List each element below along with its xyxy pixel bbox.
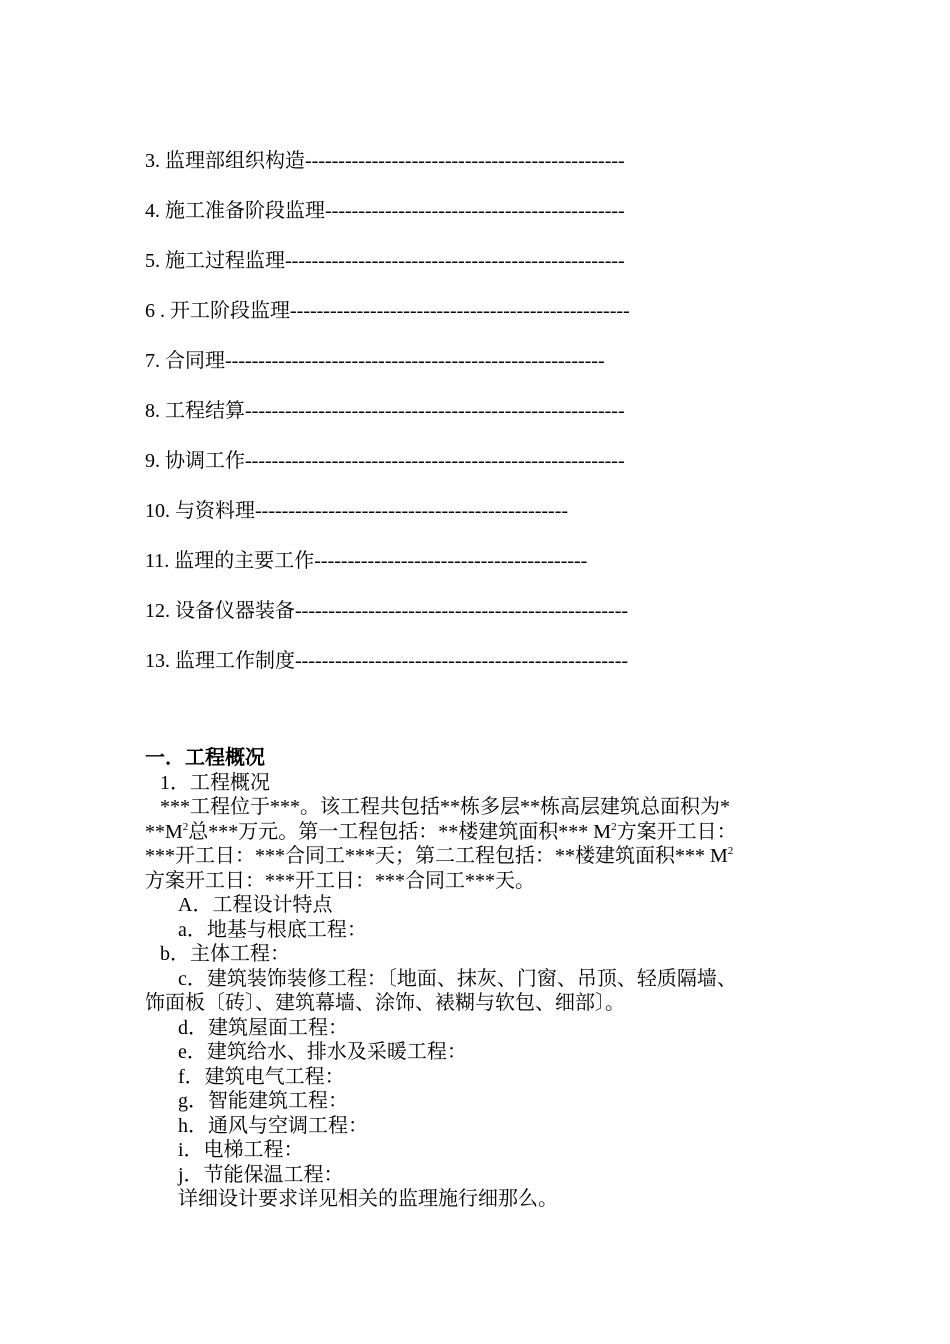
- toc-leader: ---------------------------------------------------------: [225, 350, 605, 372]
- toc-entry: [145, 447, 865, 497]
- toc-leader: ---------------------------------------------: [325, 200, 625, 222]
- toc-label: 4. 施工准备阶段监理: [145, 200, 325, 222]
- toc-label: 7. 合同理: [145, 350, 225, 372]
- subheading: 1．工程概况: [160, 771, 270, 794]
- toc-entry: [145, 297, 865, 347]
- toc-leader: --------------------------------------------------: [295, 600, 629, 622]
- superscript: 2: [727, 845, 734, 857]
- intro-line: [145, 844, 825, 869]
- list-item-continuation: 饰面板〔砖〕、建筑幕墙、涂饰、裱糊与软包、细部〕。: [145, 992, 625, 1014]
- intro-line: [145, 820, 825, 845]
- toc-leader: ---------------------------------------------------------: [245, 450, 625, 472]
- toc-entry: [145, 597, 865, 647]
- design-features-title: A．工程设计特点: [178, 894, 333, 916]
- toc-leader: -----------------------------------------------: [255, 500, 569, 522]
- intro-text: **M: [145, 820, 183, 843]
- toc-entry: [145, 497, 865, 547]
- list-item: j．节能保温工程：: [178, 1163, 344, 1186]
- list-item: a．地基与根底工程：: [178, 918, 367, 941]
- intro-paragraph: [145, 795, 825, 893]
- toc-entry: [145, 197, 865, 247]
- list-item: i．电梯工程：: [178, 1139, 304, 1161]
- toc-label: 12. 设备仪器装备: [145, 600, 295, 622]
- intro-line: ***工程位于***。该工程共包括**栋多层**栋高层建筑总面积为*: [160, 796, 730, 818]
- closing-note: 详细设计要求详见相关的监理施行细那么。: [178, 1188, 558, 1210]
- list-item: h．通风与空调工程：: [178, 1114, 368, 1137]
- toc-leader: ---------------------------------------------------: [290, 300, 630, 322]
- intro-text: ***开工日：***合同工***天；第二工程包括：**楼建筑面积*** M: [145, 845, 728, 867]
- toc-label: 6 . 开工阶段监理: [145, 300, 290, 322]
- toc-label: 10. 与资料理: [145, 500, 255, 522]
- intro-text: 方案开工日：: [616, 820, 737, 843]
- list-item: e．建筑给水、排水及采暖工程：: [178, 1041, 467, 1063]
- toc-entry: [145, 647, 865, 697]
- toc-label: 9. 协调工作: [145, 450, 245, 472]
- intro-line: 方案开工日：***开工日：***合同工***天。: [145, 869, 535, 892]
- toc-entry: [145, 347, 865, 397]
- list-item: f．建筑电气工程：: [178, 1065, 345, 1088]
- toc-label: 13. 监理工作制度: [145, 650, 295, 672]
- toc-entry: [145, 547, 865, 597]
- list-item: b．主体工程：: [160, 943, 290, 965]
- toc-label: 8. 工程结算: [145, 400, 245, 422]
- toc-label: 5. 施工过程监理: [145, 250, 285, 272]
- list-item: d．建筑屋面工程：: [178, 1016, 348, 1039]
- section-heading: 一．工程概况: [145, 747, 265, 769]
- toc-leader: ---------------------------------------------------------: [245, 400, 625, 422]
- toc-entry: [145, 147, 865, 197]
- toc-entry: [145, 397, 865, 447]
- table-of-contents: [145, 147, 865, 697]
- toc-label: 3. 监理部组织构造: [145, 150, 305, 172]
- superscript: 2: [182, 820, 189, 833]
- list-item: c．建筑装饰装修工程：〔地面、抹灰、门窗、吊顶、轻质隔墙、: [178, 967, 737, 990]
- list-item: g．智能建筑工程：: [178, 1090, 348, 1112]
- superscript: 2: [611, 820, 617, 833]
- toc-leader: ------------------------------------------------: [305, 150, 625, 172]
- toc-leader: -----------------------------------------: [314, 550, 588, 572]
- toc-leader: ---------------------------------------------------: [285, 250, 625, 272]
- toc-label: 11. 监理的主要工作: [145, 550, 315, 572]
- project-overview-section: [145, 746, 825, 1212]
- toc-leader: --------------------------------------------------: [295, 650, 629, 672]
- intro-text: 总***万元。第一工程包括：**楼建筑面积*** M: [188, 820, 612, 843]
- toc-entry: [145, 247, 865, 297]
